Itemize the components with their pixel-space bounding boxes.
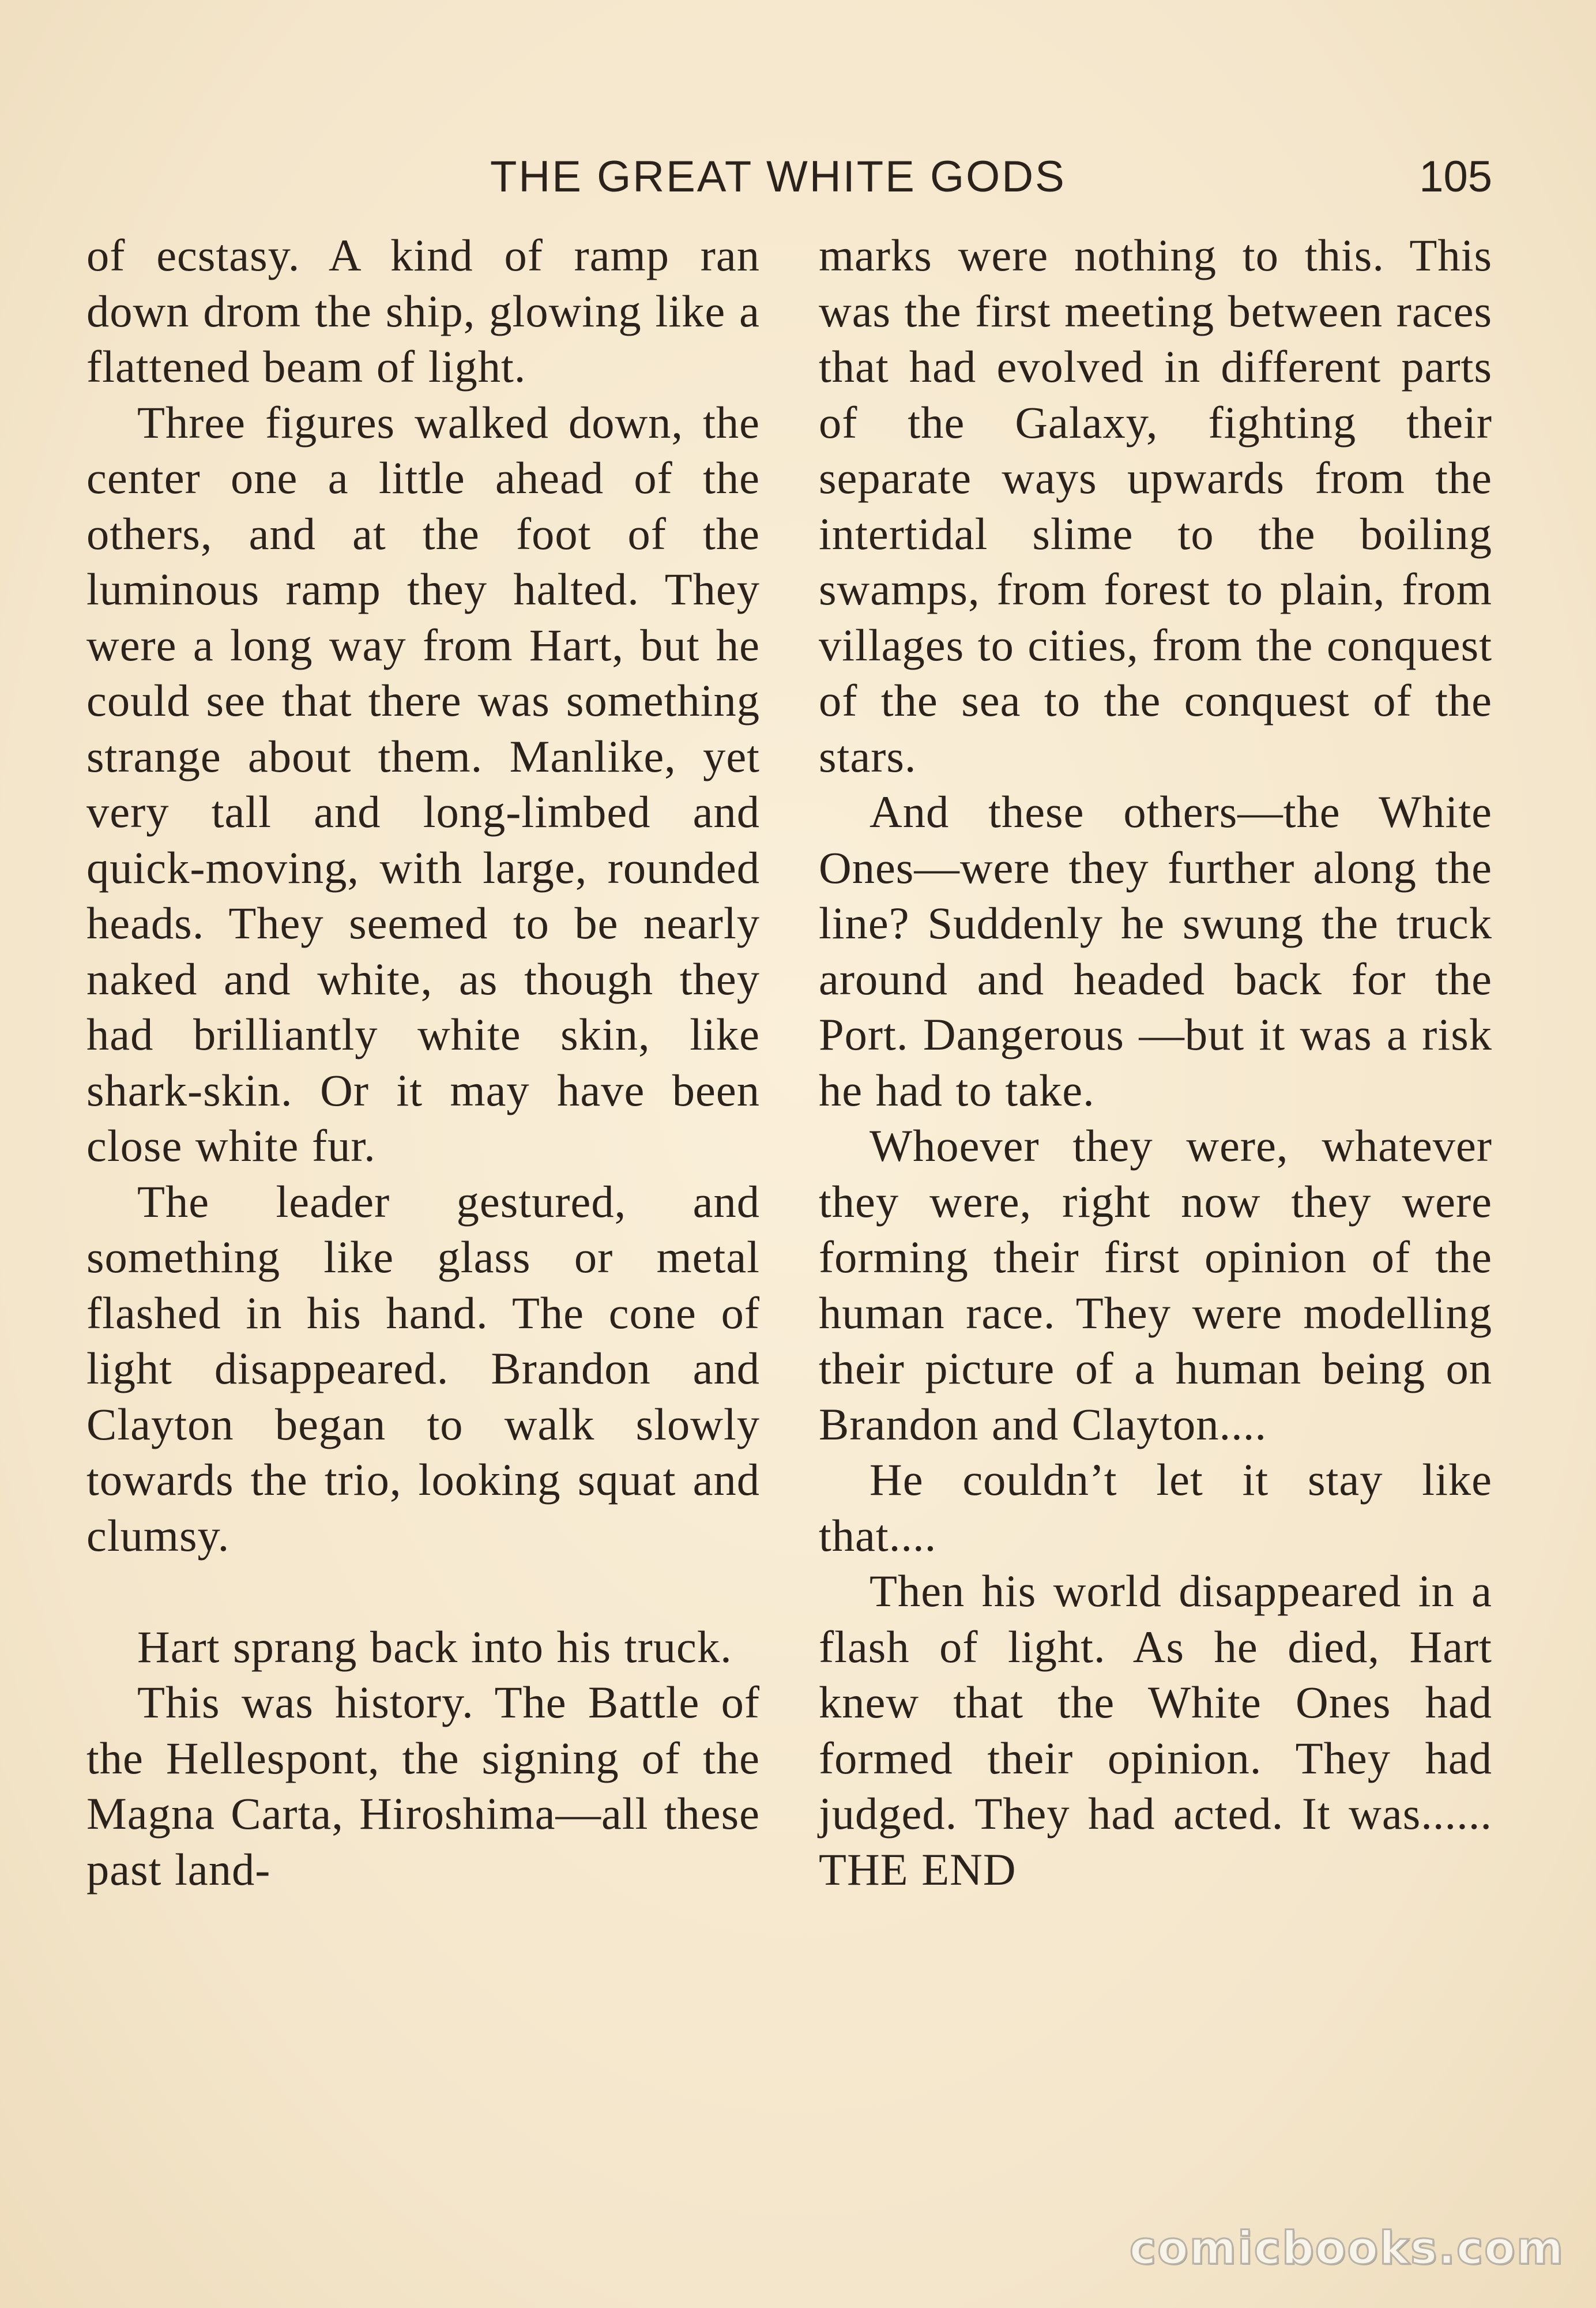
paragraph: Whoever they were, whatever they were, right now they were forming their first opinion of the human race. They were modelling their picture of a human being on Brandon and Clayton.... (819, 1121, 1492, 1449)
paragraph: Then his world disappeared in a flash of light. As he died, Hart knew that the White Ones had formed their opinion. They had judged. They had acted. It was...... THE END (819, 1566, 1492, 1894)
page-number: 105 (1419, 152, 1492, 201)
left-text-column (86, 228, 760, 1897)
paragraph: And these others—the White Ones—were they further along the line? Suddenly he swung the truck around and headed back for the Port. Dangerous —but it was a risk he had to take. (819, 787, 1492, 1115)
section-break (86, 1563, 760, 1619)
paragraph: The leader gestured, and something like glass or metal flashed in his hand. The cone of light disappeared. Brandon and Clayton began to walk slowly towards the trio, looking squat and clumsy. (86, 1176, 760, 1561)
running-title: THE GREAT WHITE GODS (490, 152, 1066, 201)
site-watermark: comicbooks.com (1129, 2223, 1564, 2275)
paragraph: of ecstasy. A kind of ramp ran down drom the ship, glowing like a flattened beam of light. (86, 230, 760, 392)
paragraph: Hart sprang back into his truck. (137, 1621, 732, 1672)
paragraph: He couldn’t let it stay like that.... (819, 1454, 1492, 1561)
right-text-column (819, 228, 1492, 1897)
paragraph: This was history. The Battle of the Hellespont, the signing of the Magna Carta, Hiroshima—all these past land- (86, 1677, 760, 1894)
paragraph: marks were nothing to this. This was the first meeting between races that had evolved in different parts of the Galaxy, fighting their separate ways upwards from the intertidal slime to the boiling swamps, from forest to plain, from villages to cities, from the conquest of the sea to the conquest of the stars. (819, 230, 1492, 781)
running-header (86, 147, 1492, 210)
paragraph: Three figures walked down, the center one a little ahead of the others, and at the foot of the luminous ramp they halted. They were a long way from Hart, but he could see that there was something strange about them. Manlike, yet very tall and long-limbed and quick-moving, with large, rounded heads. They seemed to be nearly naked and white, as though they had brilliantly white skin, like shark-skin. Or it may have been close white fur. (86, 397, 760, 1171)
